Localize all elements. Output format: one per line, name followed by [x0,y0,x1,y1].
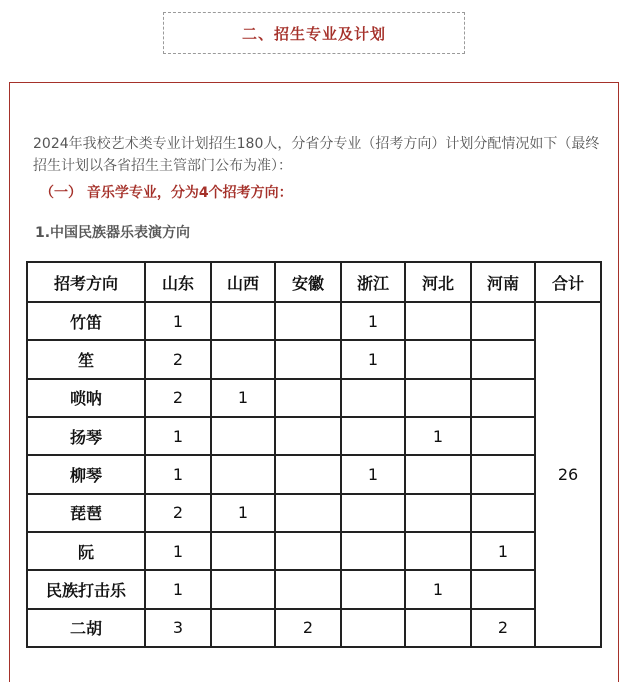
cell-anhui [275,302,341,340]
table-row [27,417,601,455]
cell-shandong: 3 [145,609,211,647]
table-row [27,532,601,570]
header-hebei: 河北 [405,262,471,302]
cell-shandong: 1 [145,570,211,608]
cell-zhejiang: 1 [341,455,405,493]
cell-hebei [405,340,471,378]
cell-anhui [275,532,341,570]
row-direction-name: 扬琴 [27,417,145,455]
cell-henan: 2 [471,609,535,647]
direction-title: 1.中国民族器乐表演方向 [35,225,191,241]
table-header-row [27,262,601,302]
cell-shanxi: 1 [211,379,275,417]
cell-zhejiang [341,379,405,417]
cell-hebei: 1 [405,417,471,455]
cell-shanxi [211,609,275,647]
cell-shandong: 2 [145,379,211,417]
cell-henan: 1 [471,532,535,570]
row-direction-name: 竹笛 [27,302,145,340]
cell-shandong: 2 [145,340,211,378]
row-direction-name: 二胡 [27,609,145,647]
cell-zhejiang: 1 [341,340,405,378]
cell-zhejiang [341,532,405,570]
cell-hebei [405,455,471,493]
intro-paragraph: 2024年我校艺术类专业计划招生180人，分省分专业（招考方向）计划分配情况如下（最终招生计划以各省招生主管部门公布为准）： [33,136,600,174]
cell-anhui [275,340,341,378]
section-title: 二、招生专业及计划 [241,24,386,43]
row-direction-name: 柳琴 [27,455,145,493]
cell-shanxi [211,570,275,608]
cell-zhejiang [341,417,405,455]
cell-anhui [275,379,341,417]
cell-shandong: 1 [145,302,211,340]
header-anhui: 安徽 [275,262,341,302]
cell-shanxi: 1 [211,494,275,532]
header-shandong: 山东 [145,262,211,302]
cell-shanxi [211,455,275,493]
table-row [27,302,601,340]
header-total: 合计 [535,262,601,302]
cell-zhejiang [341,494,405,532]
table-row [27,379,601,417]
cell-shanxi [211,417,275,455]
cell-zhejiang [341,570,405,608]
row-direction-name: 民族打击乐 [27,570,145,608]
cell-shanxi [211,340,275,378]
cell-henan [471,494,535,532]
cell-hebei: 1 [405,570,471,608]
header-zhejiang: 浙江 [341,262,405,302]
header-shanxi: 山西 [211,262,275,302]
section-header [163,12,465,54]
cell-zhejiang [341,609,405,647]
row-direction-name: 阮 [27,532,145,570]
cell-shandong: 2 [145,494,211,532]
cell-shanxi [211,302,275,340]
total-cell: 26 [535,302,601,647]
header-henan: 河南 [471,262,535,302]
table-row [27,494,601,532]
cell-henan [471,570,535,608]
cell-henan [471,417,535,455]
cell-hebei [405,302,471,340]
row-direction-name: 琵琶 [27,494,145,532]
row-direction-name: 唢呐 [27,379,145,417]
header-direction: 招考方向 [27,262,145,302]
cell-anhui [275,494,341,532]
cell-anhui [275,417,341,455]
cell-anhui [275,455,341,493]
quota-table [26,261,602,648]
table-row [27,455,601,493]
cell-shandong: 1 [145,532,211,570]
cell-hebei [405,609,471,647]
cell-zhejiang: 1 [341,302,405,340]
cell-hebei [405,379,471,417]
table-row [27,340,601,378]
cell-hebei [405,494,471,532]
cell-shandong: 1 [145,455,211,493]
subsection-heading: （一） 音乐学专业，分为4个招考方向： [40,185,293,201]
table-row [27,570,601,608]
table-row [27,609,601,647]
cell-shandong: 1 [145,417,211,455]
cell-henan [471,379,535,417]
cell-henan [471,302,535,340]
cell-henan [471,455,535,493]
cell-hebei [405,532,471,570]
cell-anhui [275,570,341,608]
cell-shanxi [211,532,275,570]
cell-henan [471,340,535,378]
row-direction-name: 笙 [27,340,145,378]
cell-anhui: 2 [275,609,341,647]
